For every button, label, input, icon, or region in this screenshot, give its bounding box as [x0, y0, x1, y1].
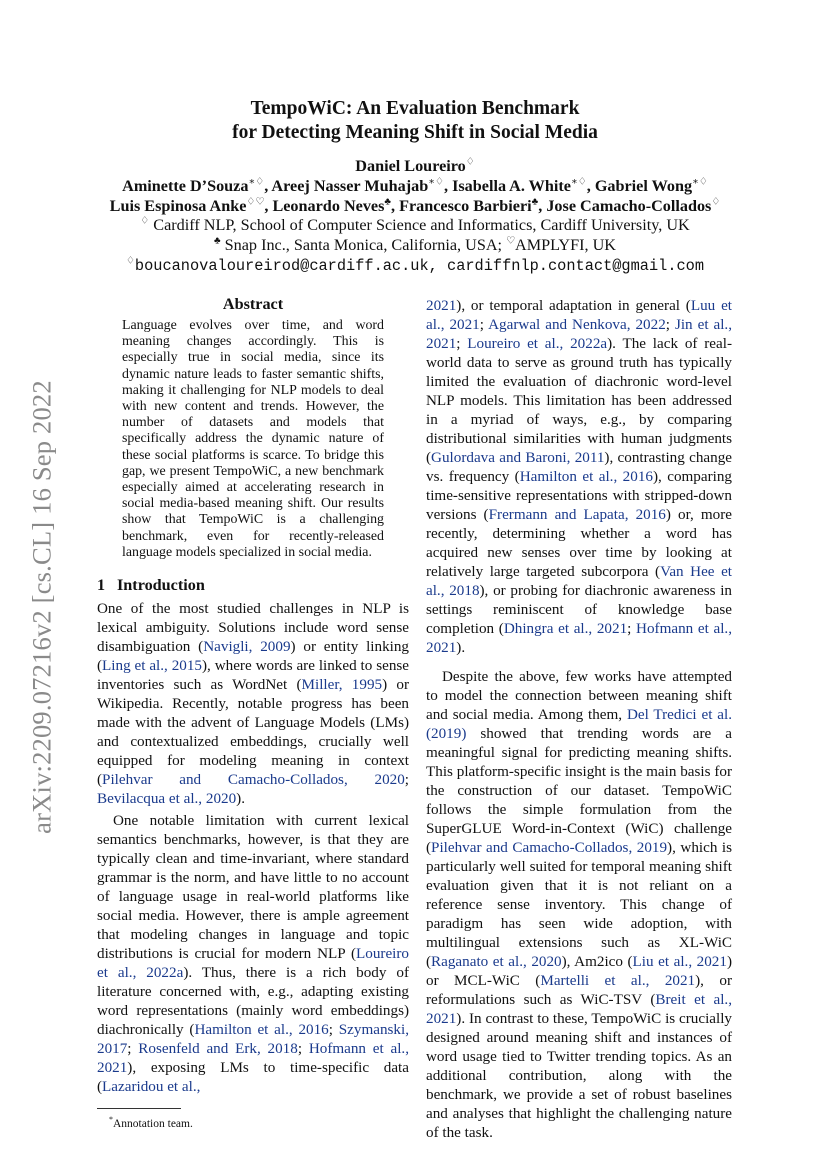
- paragraph-text: ), contrasting change vs. frequency (: [426, 449, 732, 485]
- affiliation-mark: ∗♢: [428, 176, 444, 188]
- citation-link[interactable]: Pilehvar and Camacho-Collados, 2019: [431, 839, 668, 856]
- intro-paragraph-1: [97, 599, 409, 808]
- paragraph-text: ) or entity linking (: [97, 638, 409, 675]
- affiliation-mark: ♢: [465, 156, 475, 168]
- citation-link[interactable]: Hamilton et al., 2016: [519, 468, 653, 485]
- footnote-text: Annotation team.: [113, 1117, 193, 1130]
- citation-link[interactable]: Pilehvar and Camacho-Collados, 2020: [102, 771, 405, 789]
- title-line-2: for Detecting Meaning Shift in Social Media: [232, 122, 598, 143]
- citation-link[interactable]: Szymanski, 2017: [97, 1021, 409, 1058]
- paragraph-text: ), comparing time-sensitive representations with stripped-down versions (: [426, 468, 732, 523]
- paragraph-text: ). The lack of real-world data to serve as ground truth has typically limited the evaluation of diachronic word-level NLP models. This limitation has been addressed in a myriad of ways, e.g., by comparing distributional similarities with human judgments (: [426, 335, 732, 466]
- abstract-text: Language evolves over time, and word meaning changes accordingly. This is especially true in social media, since its dynamic nature leads to faster semantic shifts, making it challenging for NLP models to deal with new content and trends. However, the number of datasets and models that specifically address the dynamic nature of these social platforms is scarce. To bridge this gap, we present TempoWiC, a new benchmark especially aimed at accelerating research in social media-based meaning shift. Our results show that TempoWiC is a challenging benchmark, even for recently-released language models specialized in social media.: [122, 318, 384, 560]
- affiliation-mark: ♡: [506, 235, 516, 247]
- author-name: , Areej Nasser Muhajab: [264, 176, 429, 195]
- affiliation-mark: ♢: [711, 196, 721, 208]
- paragraph-text: ), which is particularly well suited for temporal meaning shift evaluation given that it is not reliant on a reference sense inventory. This change of paradigm has seen wide adoption, with multilingual extensions such as XL-WiC (: [426, 839, 733, 970]
- intro-paragraph-2-continued: [426, 296, 732, 657]
- citation-link[interactable]: Hamilton et al., 2016: [194, 1021, 329, 1039]
- paragraph-text: ), Am2ico (: [561, 953, 633, 970]
- citation-link[interactable]: Gulordava and Baroni, 2011: [431, 449, 605, 466]
- paragraph-text: ) or, more recently, determining whether a word has acquired new senses over time by looking at relatively large targeted subcorpora (: [426, 506, 733, 580]
- author-name: Luis Espinosa Anke: [109, 196, 247, 215]
- title-block: [97, 97, 733, 277]
- citation-link[interactable]: Miller, 1995: [301, 676, 383, 694]
- citation-link[interactable]: Dhingra et al., 2021: [503, 620, 628, 637]
- affiliation-mark: ∗♢: [692, 176, 708, 188]
- affiliation-text: Cardiff NLP, School of Computer Science and Informatics, Cardiff University, UK: [149, 216, 690, 235]
- author-line-3: [97, 197, 733, 217]
- citation-link[interactable]: Martelli et al., 2021: [540, 972, 696, 989]
- affiliation-line-2: [97, 236, 733, 256]
- affiliation-text: AMPLYFI, UK: [515, 236, 616, 255]
- citation-link[interactable]: Del Tredici et al. (2019): [426, 706, 732, 742]
- intro-paragraph-2: [97, 811, 409, 1096]
- paragraph-text: One of the most studied challenges in NLP is lexical ambiguity. Solutions include word sense disambiguation (: [97, 600, 409, 656]
- footnote: [97, 1113, 409, 1131]
- author-name: , Jose Camacho-Collados: [538, 196, 712, 215]
- author-name: , Leonardo Neves: [264, 196, 385, 215]
- paragraph-text: ), where words are linked to sense inventories such as WordNet (: [97, 657, 410, 694]
- citation-link[interactable]: Frermann and Lapata, 2016: [488, 506, 666, 523]
- affiliation-mark: ♢: [140, 216, 150, 227]
- paragraph-text: ;: [404, 771, 409, 789]
- section-number: 1: [97, 576, 106, 595]
- section-heading-introduction: [97, 575, 409, 595]
- paragraph-text: ;: [479, 316, 489, 333]
- paragraph-text: ) or Wikipedia. Recently, notable progress has been made with the advent of Language Models (LMs) and contextualized embeddings, crucially well equipped for modeling meaning in context (: [97, 676, 409, 789]
- paragraph-text: ).: [236, 790, 245, 808]
- affiliation-mark: ∗♢: [248, 176, 265, 188]
- paragraph-text: ), or reformulations such as WiC-TSV (: [426, 972, 732, 1008]
- left-column: [97, 294, 409, 1131]
- author-name: Aminette D’Souza: [122, 176, 249, 195]
- paragraph-text: ), exposing LMs to time-specific data (: [97, 1059, 409, 1096]
- footnote-mark: *: [109, 1115, 113, 1125]
- affiliation-text: Snap Inc., Santa Monica, California, USA;: [220, 236, 507, 255]
- citation-link[interactable]: Bevilacqua et al., 2020: [97, 790, 237, 808]
- paragraph-text: Despite the above, few works have attempted to model the connection between meaning shift and social media. Among them,: [426, 668, 732, 723]
- arxiv-stamp: [22, 362, 62, 852]
- paragraph-text: ).: [456, 639, 466, 656]
- citation-link[interactable]: Loureiro et al., 2022a: [467, 335, 608, 352]
- abstract-heading: Abstract: [222, 295, 284, 313]
- citation-link[interactable]: Loureiro et al., 2022a: [97, 945, 409, 982]
- paragraph-text: ) or MCL-WiC (: [426, 953, 732, 989]
- affiliation-line-1: [97, 216, 733, 236]
- paragraph-text: ). In contrast to these, TempoWiC is crucially designed around meaning shift and instances of word usage tied to Twitter trending topics. As an additional contribution, along with the benchmark, we provide a set of robust baselines and analyses that highlight the challenging nature of the task.: [426, 1010, 732, 1141]
- citation-link[interactable]: Ling et al., 2015: [102, 657, 202, 675]
- citation-link[interactable]: Van Hee et al., 2018: [426, 563, 732, 599]
- paragraph-text: ;: [627, 620, 637, 637]
- citation-link[interactable]: Hofmann et al., 2021: [97, 1040, 409, 1077]
- paragraph-text: ), or probing for diachronic awareness in settings reminiscent of knowledge base completion (: [426, 582, 732, 637]
- paragraph-text: One notable limitation with current lexical semantics benchmarks, however, is that they are typically clean and time-invariant, where standard grammar is the norm, and have little to no account of language usage in real-world platforms like social media. However, there is ample agreement that modeling changes in language and topic distributions is crucial for modern NLP (: [97, 812, 409, 963]
- citation-link[interactable]: 2021: [426, 297, 457, 314]
- affiliation-mark: ♢: [125, 255, 135, 267]
- citation-link[interactable]: Agarwal and Nenkova, 2022: [488, 316, 666, 333]
- citation-link[interactable]: Jin et al., 2021: [426, 316, 732, 352]
- author-name: , Francesco Barbieri: [390, 196, 532, 215]
- citation-link[interactable]: Raganato et al., 2020: [431, 953, 562, 970]
- paragraph-text: ;: [127, 1040, 139, 1058]
- title-line-1: TempoWiC: An Evaluation Benchmark: [250, 98, 580, 119]
- right-column: [426, 296, 732, 1142]
- affiliation-mark: ♢♡: [246, 196, 265, 208]
- author-block: [97, 157, 733, 277]
- citation-link[interactable]: Hofmann et al., 2021: [426, 620, 732, 656]
- email-line: [97, 256, 733, 277]
- paragraph-text: ;: [665, 316, 675, 333]
- affiliation-mark: ♣: [384, 196, 391, 208]
- citation-link[interactable]: Rosenfeld and Erk, 2018: [138, 1040, 298, 1058]
- author-name: Daniel Loureiro: [355, 157, 466, 175]
- author-name: , Isabella A. White: [443, 176, 571, 195]
- affiliation-mark: ♣: [214, 235, 221, 247]
- citation-link[interactable]: Lazaridou et al.,: [102, 1078, 201, 1096]
- footnote-divider: [97, 1108, 181, 1109]
- author-line-2: [97, 177, 733, 197]
- affiliation-mark: ∗♢: [570, 176, 587, 188]
- author-name: , Gabriel Wong: [586, 176, 693, 195]
- citation-link[interactable]: Navigli, 2009: [203, 638, 291, 656]
- affiliation-mark: ♣: [531, 196, 539, 208]
- section-title: Introduction: [117, 576, 205, 595]
- paragraph-text: ). Thus, there is a rich body of literature concerned with, e.g., adapting existing word representations (mainly word embeddings) diachronically (: [97, 964, 409, 1039]
- author-line-1: [97, 157, 733, 177]
- citation-link[interactable]: Luu et al., 2021: [426, 297, 732, 333]
- intro-paragraph-3: [426, 667, 732, 1142]
- paragraph-text: ), or temporal adaptation in general (: [456, 297, 691, 314]
- email-address: boucanovaloureirod@cardiff.ac.uk, cardiffnlp.contact@gmail.com: [134, 256, 705, 275]
- paragraph-text: showed that trending words are a meaningful signal for predicting meaning shifts. This platform-specific insight is the main basis for the construction of our dataset. TempoWiC follows the simple formulation from the SuperGLUE Word-in-Context (WiC) challenge (: [426, 725, 732, 856]
- paragraph-text: ;: [456, 335, 468, 352]
- paragraph-text: ;: [297, 1040, 309, 1058]
- arxiv-stamp-text: arXiv:2209.07216v2 [cs.CL] 16 Sep 2022: [26, 380, 57, 834]
- paragraph-text: ;: [328, 1021, 339, 1039]
- citation-link[interactable]: Liu et al., 2021: [632, 953, 727, 970]
- citation-link[interactable]: Breit et al., 2021: [426, 991, 732, 1027]
- paper-title: [97, 97, 733, 145]
